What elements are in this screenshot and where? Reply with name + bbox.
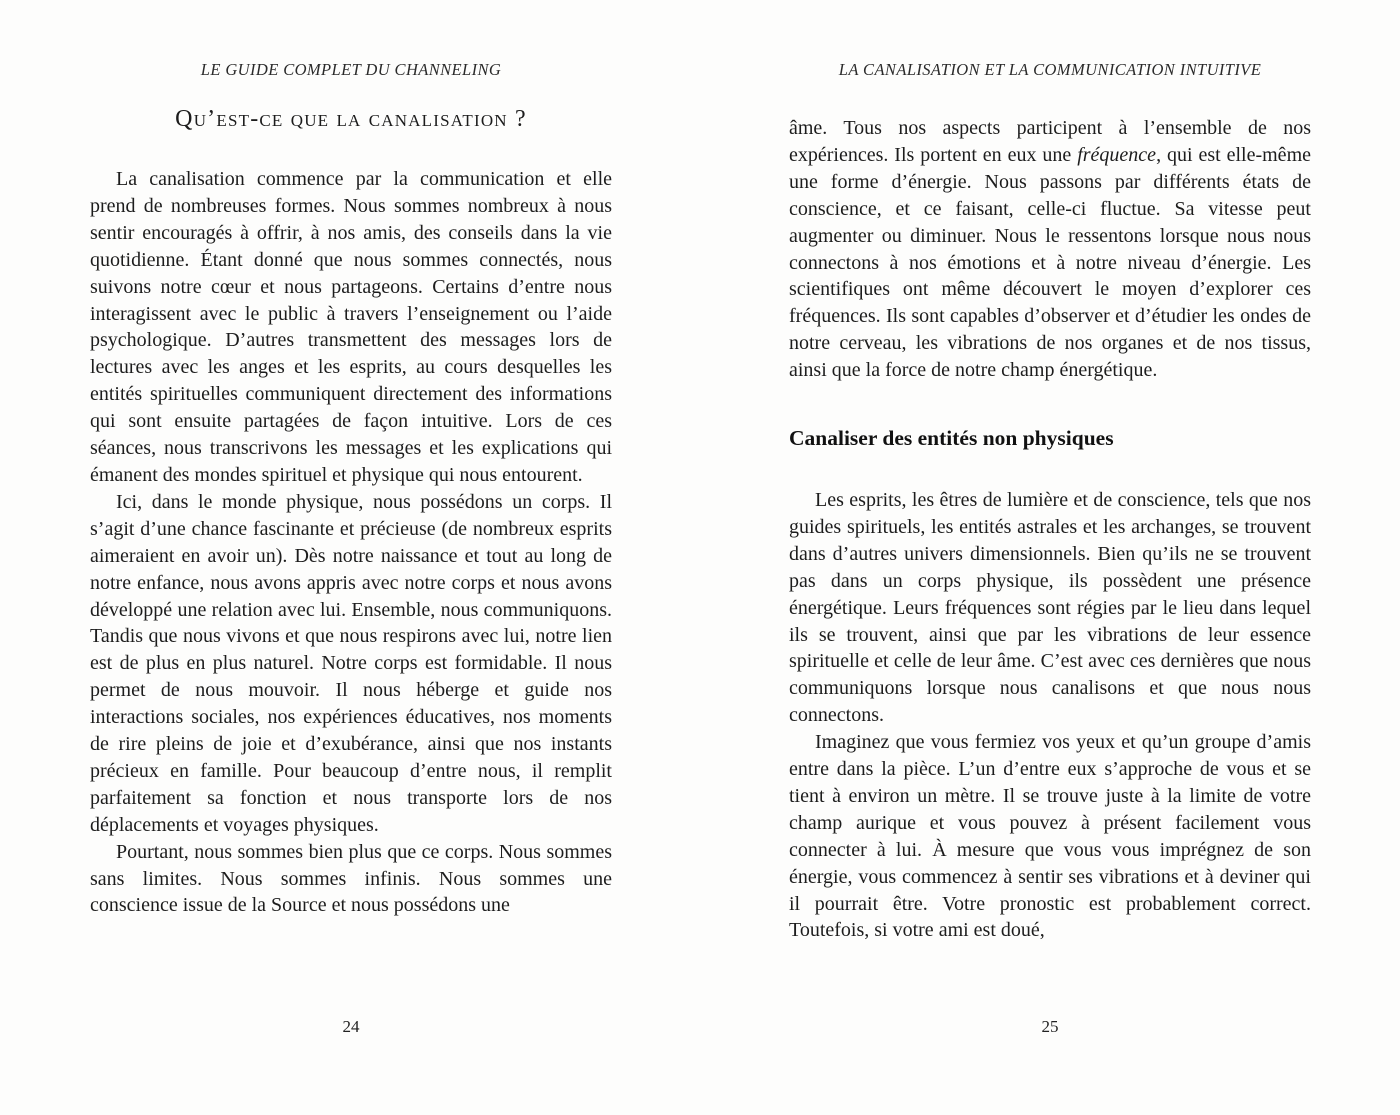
paragraph-group-before [789, 115, 1311, 384]
page-left [90, 0, 612, 1115]
subheading-canaliser: Canaliser des entités non physiques [789, 426, 1114, 451]
paragraph: Pourtant, nous sommes bien plus que ce corps. Nous sommes sans limites. Nous sommes infinis. Nous sommes une conscience issue de la Source et nous possédons une [90, 840, 612, 917]
section-title: Qu’est-ce que la canalisation ? [175, 106, 527, 132]
paragraph-group-after [789, 487, 1311, 944]
paragraph: Imaginez que vous fermiez vos yeux et qu’un groupe d’amis entre dans la pièce. L’un d’entre eux s’approche de vous et se tient à environ un mètre. Il se trouve juste à la limite de votre champ aurique et vous pouvez à présent facilement vous connecter à lui. À mesure que vous vous imprégnez de son énergie, vous commencez à sentir ses vibrations et à deviner qui il pourrait être. Votre pronostic est probablement correct. Toutefois, si votre ami est doué, [789, 731, 1311, 942]
page-number-right: 25 [1041, 1017, 1059, 1036]
body-text-left [90, 166, 612, 919]
page-number-left: 24 [342, 1017, 360, 1036]
running-header-right: LA CANALISATION ET LA COMMUNICATION INTUITIVE [838, 60, 1262, 79]
paragraph: âme. Tous nos aspects participent à l’ensemble de nos expériences. Ils portent en eux une fréquence, qui est elle-même une forme d’énergie. Nous passons par différents états de conscience, et ce faisant, celle-ci fluctue. Sa vitesse peut augmenter ou diminuer. Nous le ressentons lorsque nous nous connectons à nos émotions et à notre niveau d’énergie. Les scientifiques ont même découvert le moyen d’explorer ces fréquences. Ils sont capables d’observer et d’étudier les ondes de notre cerveau, les vibrations de nos organes et de nos tissus, ainsi que la force de notre champ énergétique. [789, 117, 1311, 382]
paragraph: La canalisation commence par la communication et elle prend de nombreuses formes. Nous sommes nombreux à nous sentir encouragés à offrir, à nos amis, des conseils dans la vie quotidienne. Étant donné que nous sommes connectés, nous suivons notre cœur et nous partageons. Certains d’entre nous interagissent avec le public à travers l’enseignement ou l’aide psychologique. D’autres transmettent des messages lors de lectures avec les anges et les esprits, au cours desquelles les entités spirituelles communiquent directement des informations qui sont ensuite partagées de façon intuitive. Lors de ces séances, nous transcrivons les messages et les explications qui émanent des mondes spirituel et physique qui nous entourent. [90, 168, 612, 486]
body-text-right [789, 115, 1311, 944]
paragraph: Ici, dans le monde physique, nous possédons un corps. Il s’agit d’une chance fascinante et précieuse (de nombreux esprits aimeraient en avoir un). Dès notre naissance et tout au long de notre enfance, nous avons appris avec notre corps et nous avons développé une relation avec lui. Ensemble, nous communiquons. Tandis que nous vivons et que nous respirons avec lui, notre lien est de plus en plus naturel. Notre corps est formidable. Il nous permet de nous mouvoir. Il nous héberge et guide nos interactions sociales, nos expériences éducatives, nos moments de rire pleins de joie et d’exubérance, ainsi que nos instants précieux en famille. Pour beaucoup d’entre nous, il remplit parfaitement sa fonction et nous transporte lors de nos déplacements et voyages physiques. [90, 490, 612, 836]
paragraph: Les esprits, les êtres de lumière et de conscience, tels que nos guides spirituels, les entités astrales et les archanges, se trouvent dans d’autres univers dimensionnels. Bien qu’ils ne se trouvent pas dans un corps physique, ils possèdent une présence énergétique. Leurs fréquences sont régies par le lieu dans lequel ils se trouvent, ainsi que par les vibrations de leur essence spirituelle et celle de leur âme. C’est avec ces dernières que nous communiquons lorsque nous canalisons et que nous nous connectons. [789, 488, 1311, 727]
page-right [789, 0, 1311, 1115]
running-header-left: LE GUIDE COMPLET DU CHANNELING [200, 60, 502, 79]
